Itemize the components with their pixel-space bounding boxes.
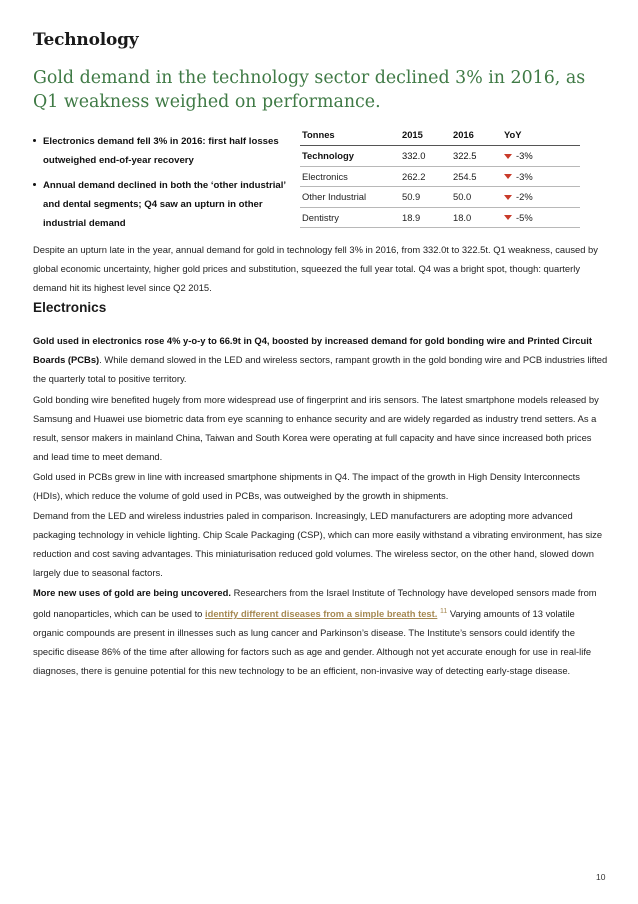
- down-arrow-icon: [504, 174, 512, 179]
- paragraph-lead: More new uses of gold are being uncovered.: [33, 587, 231, 598]
- row-label: Technology: [300, 146, 400, 167]
- cell-2015: 50.9: [400, 187, 451, 208]
- cell-yoy: [502, 207, 580, 228]
- tonnes-table: [300, 124, 580, 228]
- bullet-icon: [33, 139, 36, 142]
- cell-2016: 18.0: [451, 207, 502, 228]
- row-label: Dentistry: [300, 207, 400, 228]
- bullet-item: [33, 176, 288, 233]
- bullet-text: Annual demand declined in both the ‘other industrial’ and dental segments; Q4 saw an upturn in other industrial demand: [43, 180, 286, 229]
- footnote-ref[interactable]: 11: [439, 608, 448, 615]
- down-arrow-icon: [504, 215, 512, 220]
- electronics-paragraph-3: Gold used in PCBs grew in line with increased smartphone shipments in Q4. The impact of the growth in High Density Interconnects (HDIs), which reduce the volume of gold used in PCBs, was outweighed by the growth in shipments.: [33, 471, 580, 501]
- electronics-paragraph-4: Demand from the LED and wireless industries paled in comparison. Increasingly, LED manufacturers are adopting more advanced packaging technology in vehicle lighting. Chip Scale Packaging (CSP), which can more easily withstand a vibrating environment, has size reduction and cost saving advantages. This miniaturisation reduced gold volumes. The wireless sector, on the other hand, slowed down largely due to seasonal factors.: [33, 510, 603, 578]
- column-header: 2016: [451, 124, 502, 146]
- electronics-paragraph-1: [33, 331, 608, 388]
- yoy-value: -3%: [516, 150, 533, 162]
- cell-yoy: [502, 166, 580, 187]
- bullet-text: Electronics demand fell 3% in 2016: first half losses outweighed end-of-year recovery: [43, 136, 279, 166]
- down-arrow-icon: [504, 195, 512, 200]
- intro-paragraph: Despite an upturn late in the year, annual demand for gold in technology fell 3% in 2016, from 332.0t to 322.5t. Q1 weakness, caused by global economic uncertainty, higher gold prices and substitution, squeezed the full year total. Q4 was a bright spot, though: quarterly demand hit its highest level since Q2 2015.: [33, 244, 598, 293]
- electronics-paragraph-5: [33, 583, 608, 680]
- electronics-heading: Electronics: [33, 300, 107, 315]
- electronics-paragraph-2: Gold bonding wire benefited hugely from more widespread use of fingerprint and iris sensors. The latest smartphone models released by Samsung and Huawei use biometric data from eye scanning to enhance security and are widely regarded as industry trend setters. As a result, sensor makers in mainland China, Taiwan and South Korea were operating at full capacity and have since increased both prices and lead time to meet demand.: [33, 394, 599, 462]
- key-points-list: [33, 132, 288, 239]
- yoy-value: -5%: [516, 211, 533, 223]
- row-label: Other Industrial: [300, 187, 400, 208]
- bullet-icon: [33, 183, 36, 186]
- cell-2015: 262.2: [400, 166, 451, 187]
- table-row: [300, 166, 580, 187]
- yoy-value: -3%: [516, 170, 533, 182]
- paragraph-text: Researchers from the Israel Institute of Technology have developed sensors made from gold nanoparticles, which can be used to: [33, 587, 597, 620]
- cell-2016: 322.5: [451, 146, 502, 167]
- cell-yoy: [502, 187, 580, 208]
- paragraph-text: . While demand slowed in the LED and wireless sectors, rampant growth in the gold bonding wire and PCB industries lifted the quarterly total to positive territory.: [33, 354, 608, 384]
- row-label: Electronics: [300, 166, 400, 187]
- bullet-item: [33, 132, 288, 170]
- paragraph-lead: Gold used in electronics rose 4% y-o-y to 66.9t in Q4, boosted by increased demand for gold bonding wire and Printed Circuit Boards (PCBs): [33, 335, 592, 365]
- section-title: Technology: [33, 30, 139, 50]
- cell-yoy: [502, 146, 580, 167]
- breath-test-link[interactable]: identify different diseases from a simple breath test.: [205, 608, 438, 620]
- page-number: 10: [596, 872, 606, 882]
- table-row: [300, 146, 580, 167]
- table-row: [300, 187, 580, 208]
- column-header: 2015: [400, 124, 451, 146]
- column-header: Tonnes: [300, 124, 400, 146]
- table-header-row: [300, 124, 580, 146]
- cell-2015: 332.0: [400, 146, 451, 167]
- headline: Gold demand in the technology sector declined 3% in 2016, as Q1 weakness weighed on performance.: [33, 68, 586, 112]
- cell-2016: 254.5: [451, 166, 502, 187]
- down-arrow-icon: [504, 154, 512, 159]
- cell-2015: 18.9: [400, 207, 451, 228]
- column-header: YoY: [502, 124, 580, 146]
- cell-2016: 50.0: [451, 187, 502, 208]
- table-row: [300, 207, 580, 228]
- yoy-value: -2%: [516, 191, 533, 203]
- paragraph-text: Varying amounts of 13 volatile organic compounds are present in illnesses such as lung cancer and Parkinson’s disease. The Institute’s sensors could identify the specific disease 86% of the time after allowing for factors such as age and gender. Although not yet accurate enough for use in real-life diagnoses, there is genuine potential for this new technology to be an efficient, non-invasive way of detecting early-stage disease.: [33, 608, 592, 677]
